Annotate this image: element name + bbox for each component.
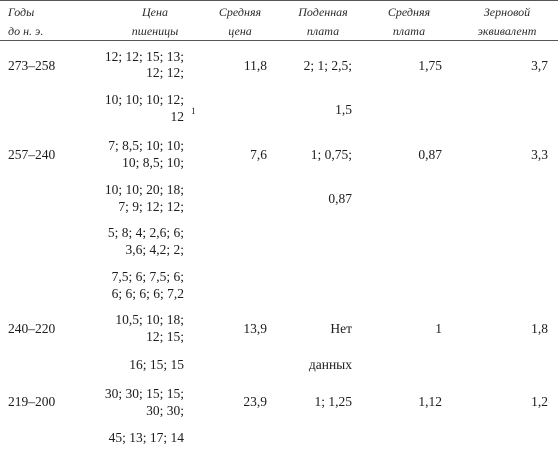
price-line: 10; 10; 10; 12; bbox=[104, 92, 184, 107]
header-grain-equiv-line-2: эквивалент bbox=[477, 24, 537, 38]
table-top-rule bbox=[0, 0, 558, 1]
header-years-line-2: до н. э. bbox=[8, 24, 44, 38]
row-avg-pay: 0,87 bbox=[418, 147, 442, 162]
header-daily-pay-line-1: Поденная bbox=[298, 5, 348, 19]
row-years: 219–200 bbox=[8, 394, 56, 409]
row-avg-pay: 1,12 bbox=[418, 394, 442, 409]
row-years: 240–220 bbox=[8, 321, 56, 336]
row-avg-price: 13,9 bbox=[243, 321, 267, 336]
daily-pay-line: 1; 1,25 bbox=[314, 394, 352, 409]
header-bottom-rule bbox=[0, 40, 558, 41]
row-grain-equiv: 3,3 bbox=[531, 147, 548, 162]
row-grain-equiv: 3,7 bbox=[531, 58, 548, 73]
header-avg-price-line-1: Средняя bbox=[218, 5, 262, 19]
price-line: 30; 30; bbox=[146, 403, 184, 418]
header-daily-pay-line-2: плата bbox=[306, 24, 340, 38]
price-line: 6; 6; 6; 6; 7,2 bbox=[111, 286, 184, 301]
header-avg-pay bbox=[373, 5, 445, 38]
header-price-line-2: пшеницы bbox=[131, 24, 179, 38]
price-line: 3,6; 4,2; 2; bbox=[125, 242, 184, 257]
header-daily-pay bbox=[283, 5, 363, 38]
daily-pay-line: 0,87 bbox=[328, 191, 352, 206]
price-line: 16; 15; 15 bbox=[129, 357, 184, 372]
row-avg-pay: 1 bbox=[435, 321, 442, 336]
row-years: 257–240 bbox=[8, 147, 56, 162]
price-line: 12; 15; bbox=[146, 329, 184, 344]
daily-pay-line: 2; 1; 2,5; bbox=[303, 58, 352, 73]
header-price bbox=[110, 5, 200, 38]
row-avg-price: 7,6 bbox=[250, 147, 267, 162]
header-years-line-1: Годы bbox=[8, 5, 35, 19]
price-line: 10; 8,5; 10; bbox=[122, 155, 184, 170]
header-years bbox=[8, 5, 43, 38]
header-avg-price bbox=[205, 5, 275, 38]
price-line: 12; 12; 15; 13; bbox=[104, 49, 184, 64]
price-line: 7; 9; 12; 12; bbox=[118, 199, 184, 214]
header-price-line-1: Цена bbox=[142, 5, 168, 19]
header-avg-pay-line-1: Средняя bbox=[387, 5, 431, 19]
price-line: 12; 12; bbox=[146, 65, 184, 80]
header-avg-pay-line-2: плата bbox=[392, 24, 426, 38]
header-grain-equiv bbox=[462, 5, 552, 38]
price-footnote-mark: 1 bbox=[191, 106, 196, 116]
row-grain-equiv: 1,2 bbox=[531, 394, 548, 409]
row-avg-pay: 1,75 bbox=[418, 58, 442, 73]
daily-pay-line: 1,5 bbox=[335, 102, 352, 117]
row-avg-price: 11,8 bbox=[243, 58, 267, 73]
header-grain-equiv-line-1: Зерновой bbox=[483, 5, 531, 19]
price-line: 7; 8,5; 10; 10; bbox=[108, 138, 184, 153]
price-line: 45; 13; 17; 14 bbox=[108, 430, 184, 445]
price-line: 10,5; 10; 18; bbox=[115, 312, 184, 327]
daily-pay-line: 1; 0,75; bbox=[310, 147, 352, 162]
row-grain-equiv: 1,8 bbox=[531, 321, 548, 336]
price-line: 12 bbox=[170, 109, 184, 124]
daily-pay-line: данных bbox=[308, 357, 352, 372]
price-line: 10; 10; 20; 18; bbox=[104, 182, 184, 197]
row-years: 273–258 bbox=[8, 58, 56, 73]
price-line: 30; 30; 15; 15; bbox=[104, 386, 184, 401]
row-avg-price: 23,9 bbox=[243, 394, 267, 409]
price-line: 7,5; 6; 7,5; 6; bbox=[111, 269, 184, 284]
daily-pay-line: Нет bbox=[330, 321, 352, 336]
price-line: 5; 8; 4; 2,6; 6; bbox=[107, 225, 184, 240]
header-avg-price-line-2: цена bbox=[228, 24, 252, 38]
